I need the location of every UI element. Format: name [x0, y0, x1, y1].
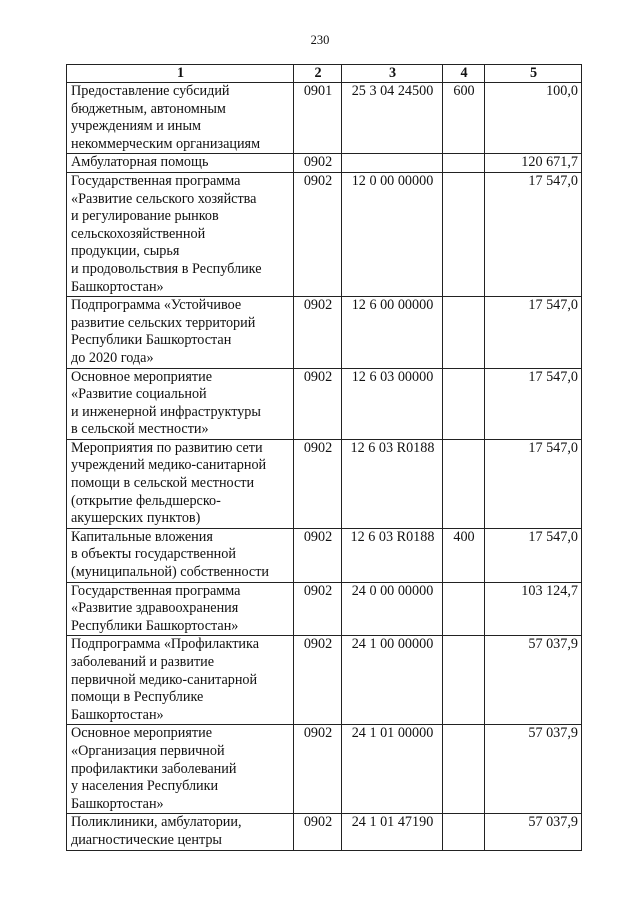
row-code-cell: 12 6 00 00000 — [342, 297, 443, 368]
table-row — [67, 297, 582, 368]
column-header-section: 2 — [294, 65, 342, 83]
row-code-cell: 12 6 03 R0188 — [342, 528, 443, 582]
row-type-cell: 400 — [443, 528, 485, 582]
row-code-cell — [342, 154, 443, 173]
table-row — [67, 528, 582, 582]
table-row — [67, 368, 582, 439]
row-type-cell: 600 — [443, 83, 485, 154]
row-type-cell — [443, 154, 485, 173]
row-code-cell: 24 1 01 47190 — [342, 814, 443, 850]
table-row — [67, 439, 582, 528]
row-name-cell: Мероприятия по развитию сети учреждений медико-санитарной помощи в сельской местности (открытие фельдшерско- акушерских пунктов) — [67, 439, 294, 528]
table-row — [67, 814, 582, 850]
row-amount-cell: 100,0 — [485, 83, 582, 154]
row-amount-cell: 57 037,9 — [485, 636, 582, 725]
table-row — [67, 154, 582, 173]
column-header-name: 1 — [67, 65, 294, 83]
table-row — [67, 582, 582, 636]
row-amount-cell: 17 547,0 — [485, 439, 582, 528]
row-section-cell: 0902 — [294, 636, 342, 725]
row-name-cell: Амбулаторная помощь — [67, 154, 294, 173]
budget-table — [66, 64, 582, 851]
table-row — [67, 83, 582, 154]
row-code-cell: 24 1 00 00000 — [342, 636, 443, 725]
row-section-cell: 0902 — [294, 528, 342, 582]
row-type-cell — [443, 814, 485, 850]
table-row — [67, 636, 582, 725]
column-header-expense-type: 4 — [443, 65, 485, 83]
row-amount-cell: 17 547,0 — [485, 172, 582, 296]
row-name-cell: Поликлиники, амбулатории, диагностические центры — [67, 814, 294, 850]
row-section-cell: 0901 — [294, 83, 342, 154]
row-section-cell: 0902 — [294, 814, 342, 850]
row-section-cell: 0902 — [294, 368, 342, 439]
row-name-cell: Основное мероприятие «Развитие социальной и инженерной инфраструктуры в сельской местности» — [67, 368, 294, 439]
row-section-cell: 0902 — [294, 439, 342, 528]
table-row — [67, 172, 582, 296]
row-code-cell: 12 6 03 R0188 — [342, 439, 443, 528]
page-number: 230 — [310, 33, 330, 47]
row-code-cell: 24 1 01 00000 — [342, 725, 443, 814]
row-section-cell: 0902 — [294, 297, 342, 368]
table-row — [67, 725, 582, 814]
row-amount-cell: 57 037,9 — [485, 725, 582, 814]
row-section-cell: 0902 — [294, 154, 342, 173]
column-header-amount: 5 — [485, 65, 582, 83]
row-code-cell: 25 3 04 24500 — [342, 83, 443, 154]
row-amount-cell: 17 547,0 — [485, 528, 582, 582]
row-type-cell — [443, 368, 485, 439]
row-amount-cell: 120 671,7 — [485, 154, 582, 173]
row-type-cell — [443, 439, 485, 528]
row-amount-cell: 17 547,0 — [485, 368, 582, 439]
row-name-cell: Государственная программа «Развитие сельского хозяйства и регулирование рынков сельскохозяйственной продукции, сырья и продовольствия в Республике Башкортостан» — [67, 172, 294, 296]
row-amount-cell: 103 124,7 — [485, 582, 582, 636]
column-header-target-code: 3 — [342, 65, 443, 83]
row-type-cell — [443, 297, 485, 368]
row-type-cell — [443, 725, 485, 814]
row-code-cell: 12 0 00 00000 — [342, 172, 443, 296]
row-code-cell: 24 0 00 00000 — [342, 582, 443, 636]
row-name-cell: Основное мероприятие «Организация первичной профилактики заболеваний у населения Республики Башкортостан» — [67, 725, 294, 814]
row-section-cell: 0902 — [294, 172, 342, 296]
row-type-cell — [443, 172, 485, 296]
row-code-cell: 12 6 03 00000 — [342, 368, 443, 439]
row-section-cell: 0902 — [294, 725, 342, 814]
row-name-cell: Подпрограмма «Устойчивое развитие сельских территорий Республики Башкортостан до 2020 года» — [67, 297, 294, 368]
row-amount-cell: 17 547,0 — [485, 297, 582, 368]
row-name-cell: Подпрограмма «Профилактика заболеваний и развитие первичной медико-санитарной помощи в Республике Башкортостан» — [67, 636, 294, 725]
row-name-cell: Предоставление субсидий бюджетным, автономным учреждениям и иным некоммерческим организациям — [67, 83, 294, 154]
row-section-cell: 0902 — [294, 582, 342, 636]
row-type-cell — [443, 582, 485, 636]
row-amount-cell: 57 037,9 — [485, 814, 582, 850]
row-name-cell: Государственная программа «Развитие здравоохранения Республики Башкортостан» — [67, 582, 294, 636]
table-header-row — [67, 65, 582, 83]
row-type-cell — [443, 636, 485, 725]
row-name-cell: Капитальные вложения в объекты государственной (муниципальной) собственности — [67, 528, 294, 582]
